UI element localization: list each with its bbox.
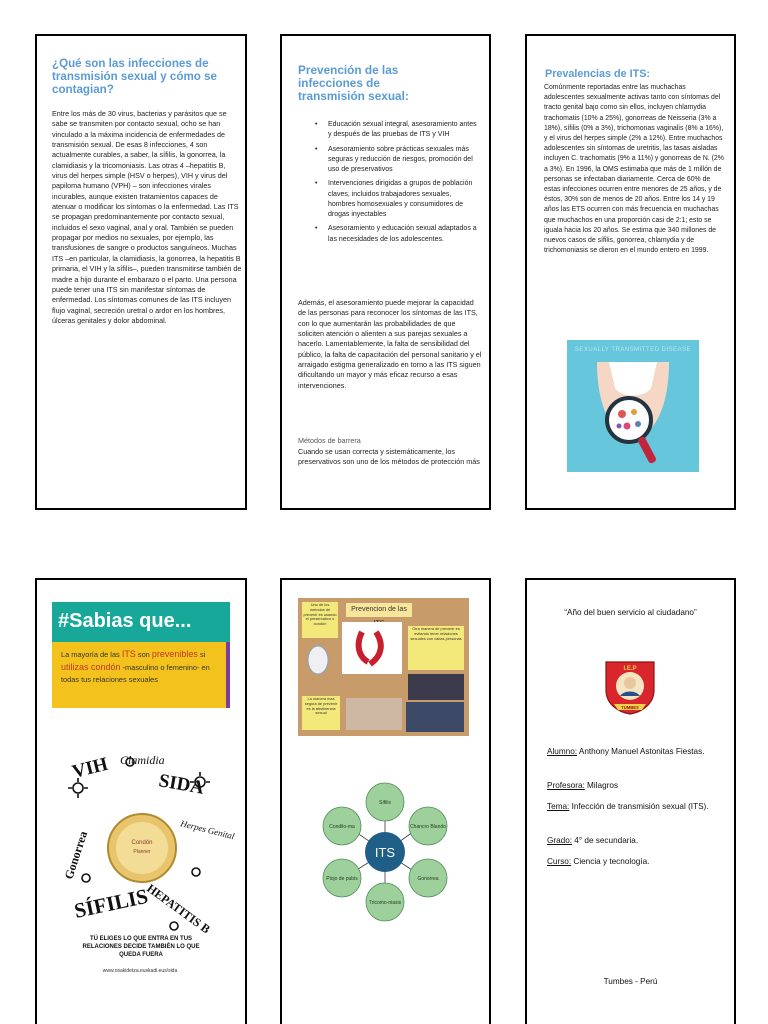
bullet-icon: • xyxy=(315,180,318,188)
bullet-icon: • xyxy=(315,145,318,153)
illustration-title: SEXUALLY TRANSMITTED DISEASE xyxy=(574,347,692,353)
crest-bottom-text: TUMBES xyxy=(621,705,639,710)
node-condiloma: Condilo-ma xyxy=(329,824,355,830)
did-you-know-banner xyxy=(52,602,230,708)
list-item: • Asesoramiento y educación sexual adaptados a las necesidades de los adolescentes. xyxy=(315,225,477,243)
field-profesora: Profesora: Milagros xyxy=(547,781,618,790)
panel2-heading: Prevención de las infecciones de transmisión sexual: xyxy=(298,63,409,103)
panel-prevention xyxy=(280,34,491,510)
board-title: Prevencion de las xyxy=(346,603,412,617)
cork-board xyxy=(298,598,469,736)
banner-text: La mayoría de las ITS son prevenibles si utilizas condón -masculino o femenino- en todas tus relaciones sexuales xyxy=(61,649,210,684)
panel3-body: Comúnmente reportadas entre las muchachas adolescentes sexualmente activas tanto con síntomas del tracto genital bajo como sin ellos, incluyen chlamydia trachomatis (10% a 25%), gonorreas de Neisseria (3% a 18%), sífilis (0% a 3%), trichomonas vaginalis (8% a 16%), y el virus del herpes simple (2% a 12%). Entre muchachos adolescentes sin síntomas de uretritis, las tasas aisladas incluyen C. trachomatis (9% a 11%) y gonorreas de N. (2% a 3%). En 1996, la OMS estimaba que más de 1 millón de personas se infectaban diariamente. Cerca de 60% de estas infecciones ocurren entre menores de 25 años, y de éstos, 30% son de menos de 20 años. Entre los 14 y 19 años las ETS ocurren con más frecuencia en muchachas que muchachos en una proporción casi de 2:1; esto se iguala hacia los 20 años. Se estima que 340 millones de nuevos casos de sífilis, gonorrea, chlamydia y de trichomoniasis se dieron en el mundo entero en 1999. xyxy=(544,84,724,255)
panel2-paragraph-2: Cuando se usan correcta y sistemáticamente, los preservativos son uno de los métodos de protección más xyxy=(298,447,480,467)
node-tricomoniasis: Tricomo-niasis xyxy=(368,900,402,906)
poster-word-herpes: Herpes Genital xyxy=(179,818,236,842)
poster-word-clamidia: Clamidia xyxy=(120,753,165,767)
list-item: • Asesoramiento sobre prácticas sexuales más seguras y reducción de riesgos, promoción del uso de preservativos xyxy=(315,145,473,173)
its-concept-map xyxy=(322,780,448,946)
year-motto: “Año del buen servicio al ciudadano” xyxy=(564,608,697,617)
field-alumno: Alumno: Anthony Manuel Astonitas Fiestas. xyxy=(547,747,705,756)
list-item: • Educación sexual integral, asesoramiento antes y después de las pruebas de ITS y VIH xyxy=(315,121,477,139)
panel1-body: Entre los más de 30 virus, bacterias y parásitos que se sabe se transmiten por contacto sexual, ocho se han vinculado a la máxima incidencia de enfermedades de transmisión sexual. De esas 8 infecciones, 4 son actualmente curables, a saber, la sífilis, la gonorrea, la clamidiasis y la tricomoniasis. Las otras 4 –hepatitis B, virus del herpes simple (HSV o herpes), VIH y virus del papiloma humano (VPH) – son infecciones virales incurables, aunque existen tratamientos capaces de atenuar o modificar los síntomas o la enfermedad. Las ITS se propagan predominantemente por contacto sexual, incluidos el sexo vaginal, anal y oral. También se pueden propagar por medios no sexuales, por ejemplo, las transfusiones de sangre o productos sanguíneos. Muchas ITS –en particular, la clamidiasis, la gonorrea, la hepatitis B primaria, el VIH y la sífilis–, pueden transmitirse también de madre a hijo durante el embarazo o el parto. Una persona puede tener una ITS sin manifestar síntomas de enfermedad. Los síntomas comunes de las ITS incluyen flujo vaginal, secreción uretral o ardor en los hombres, úlceras genitales y dolor abdominal. xyxy=(52,109,242,325)
note-abstinence: La manera mas segura de prevenir es la abstinencia sexual xyxy=(302,696,340,730)
field-curso: Curso: Ciencia y tecnología. xyxy=(547,857,650,866)
svg-text:Planner: Planner xyxy=(133,849,151,855)
poster-url: www.osakidetza.euskadi.eus/sida xyxy=(102,968,178,974)
node-chancro: Chancro Blando xyxy=(410,824,446,830)
node-sifilis: Sífilis xyxy=(379,800,391,806)
prevention-list xyxy=(298,120,480,249)
node-gonorrea: Gonorrea xyxy=(417,876,439,882)
poster-word-hepatitis: HEPATITIS B xyxy=(144,881,213,937)
pelvis-magnifier-icon xyxy=(567,340,699,472)
field-tema: Tema: Infección de transmisión sexual (ITS). xyxy=(547,802,709,811)
school-crest-icon xyxy=(600,656,660,716)
poster-word-sida: SIDA xyxy=(157,770,206,799)
svg-text:Condón: Condón xyxy=(131,840,153,846)
concept-center: ITS xyxy=(374,845,396,860)
note-partners: Otra manera de prevenir es evitando tener relaciones sexuales con varias personas xyxy=(408,626,464,670)
bullet-icon: • xyxy=(315,121,318,128)
banner-title: #Sabias que... xyxy=(58,610,192,632)
panel1-heading: ¿Qué son las infecciones de transmisión sexual y cómo se contagian? xyxy=(52,57,217,96)
location-footer: Tumbes - Perú xyxy=(603,977,658,986)
panel-prevention-board xyxy=(280,578,491,1024)
bullet-icon: • xyxy=(315,225,318,233)
poster-slogan: TÚ ELIGES LO QUE ENTRA EN TUS RELACIONES DECIDE TAMBIÉN LO QUE QUEDA FUERA xyxy=(82,936,200,958)
list-item: • Intervenciones dirigidas a grupos de población claves, incluidos trabajadores sexuales, hombres homosexuales y consumidores de drogas inyectables xyxy=(315,180,473,218)
board-photos xyxy=(298,598,469,736)
panel-did-you-know xyxy=(35,578,247,1024)
crest-top-text: I.E.P xyxy=(623,666,637,672)
panel-prevalence xyxy=(525,34,736,510)
poster-word-gonorrea: Gonorrea xyxy=(61,829,91,881)
poster-word-sifilis: SÍFILIS xyxy=(72,883,151,923)
poster-word-vih: VIH xyxy=(70,753,111,783)
panel2-paragraph: Además, el asesoramiento puede mejorar la capacidad de las personas para reconocer los síntomas de las ITS, con lo que aumentarán las probabilidades de que soliciten atención o alienten a sus parejas sexuales a hacerlo. Lamentablemente, la falta de sensibilidad del público, la falta de capacitación del personal sanitario y el arraigado estigma generalizado en torno a las ITS siguen dificultando un mayor y más eficaz recurso a esas intervenciones. xyxy=(298,298,482,390)
panel-cover xyxy=(525,578,736,1024)
panel-its-definition xyxy=(35,34,247,510)
std-illustration xyxy=(567,340,699,472)
field-grado: Grado: 4° de secundaria. xyxy=(547,836,639,845)
barrier-methods-subheading: Métodos de barrera xyxy=(298,436,361,445)
node-piojo: Piojo de pubis xyxy=(326,876,358,882)
note-condom: Uno de los metodos de prevenir es usando el preservativo o condón xyxy=(302,602,338,638)
panel3-heading: Prevalencias de ITS: xyxy=(545,68,651,80)
